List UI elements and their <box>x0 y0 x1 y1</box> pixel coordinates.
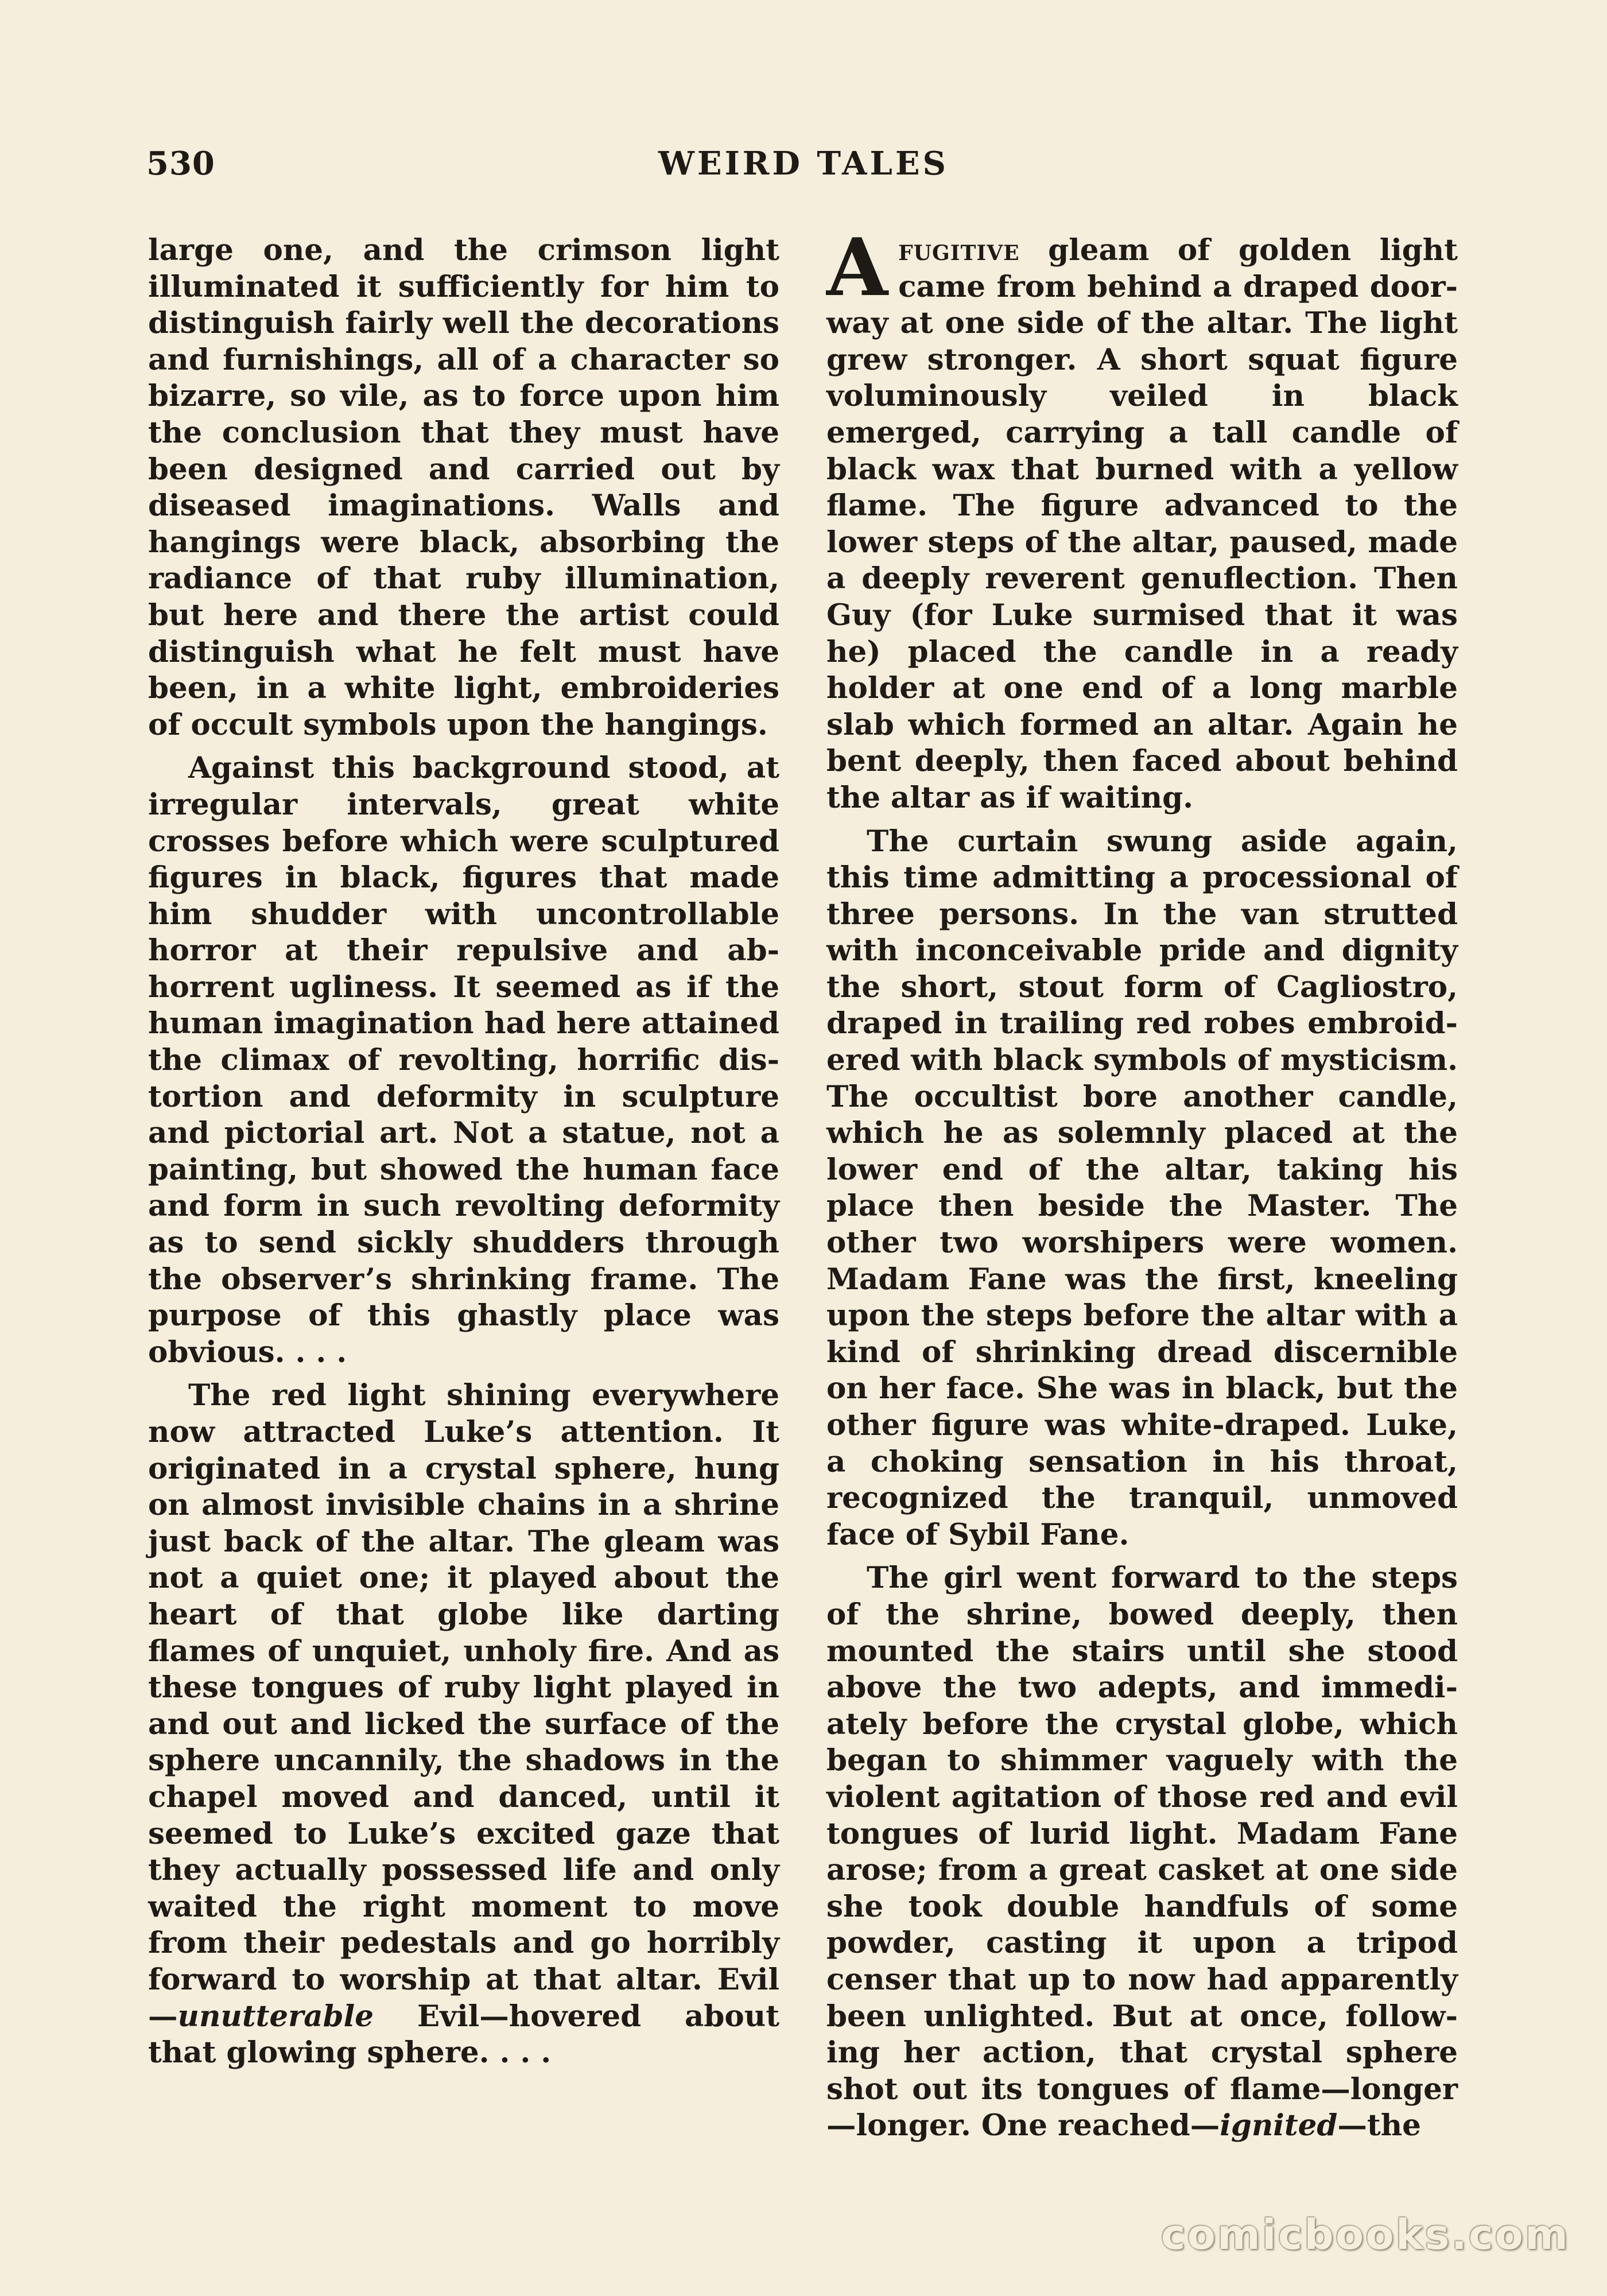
left-paragraph-2: Against this background stood, at irregular intervals, great white crosses before which were sculptured figures in black, figures that made him shudder with uncontrollable horror at their repulsive and abhorrent ugliness. It seemed as if the human imagination had here attained the climax of revolting, horrific distortion and deformity in sculpture and pictorial art. Not a statue, not a painting, but showed the human face and form in such revolting deformity as to send sickly shudders through the observer’s shrinking frame. The purpose of this ghastly place was obvious. . . . <box>148 751 779 1370</box>
left-paragraph-3-text: The red light shining everywhere now attracted Luke’s attention. It originated in a crystal sphere, hung on almost invisible chains in a shrine just back of the altar. The gleam was not a quiet one; it played about the heart of that globe like darting flames of unquiet, unholy fire. And as these tongues of ruby light played in and out and licked the surface of the sphere uncannily, the shadows in the chapel moved and danced, until it seemed to Luke’s excited gaze that they actually possessed life and only waited the right moment to move from their pedestals and go horribly forward to worship at that altar. Evil— <box>148 1378 779 2034</box>
running-head: WEIRD TALES <box>658 145 949 183</box>
left-column <box>148 232 779 2078</box>
left-paragraph-3-end: Evil—hovered about that glowing sphere. . . . <box>148 1999 779 2070</box>
watermark: comicbooks.com <box>1160 2210 1570 2259</box>
right-paragraph-3 <box>826 1560 1458 2144</box>
left-paragraph-1: large one, and the crimson light illuminated it sufficiently for him to distinguish fairly well the decorations and furnishings, all of a character so bizarre, so vile, as to force upon him the conclusion that they must have been designed and carried out by diseased imaginations. Walls and hangings were black, absorbing the radiance of that ruby illumination, but here and there the artist could distinguish what he felt must have been, in a white light, embroideries of occult symbols upon the hangings. <box>148 233 779 742</box>
drop-cap: A <box>826 220 888 314</box>
right-paragraph-1-text: gleam of golden light came from behind a draped doorway at one side of the altar. The light grew stronger. A short squat figure voluminously veiled in black emerged, carrying a tall candle of black wax that burned with a yellow flame. The figure advanced to the lower steps of the altar, paused, made a deeply reverent genuflection. Then Guy (for Luke surmised that it was he) placed the candle in a ready holder at one end of a long marble slab which formed an altar. Again he bent deeply, then faced about behind the altar as if waiting. <box>826 233 1458 815</box>
left-paragraph-3-italic: unutterable <box>177 1999 374 2034</box>
right-paragraph-1 <box>826 220 1458 817</box>
page-number: 530 <box>146 145 215 183</box>
left-paragraph-3 <box>148 1378 779 2071</box>
right-paragraph-3-text: The girl went forward to the steps of the shrine, bowed deeply, then mounted the stairs until she stood above the two adepts, and immediately before the crystal globe, which began to shimmer vaguely with the violent agitation of those red and evil tongues of lurid light. Madam Fane arose; from a great casket at one side she took double handfuls of some powder, casting it upon a tripod censer that up to now had apparently been unlighted. But at once, following her action, that crystal sphere shot out its tongues of flame—longer —longer. One reached— <box>826 1561 1458 2143</box>
right-paragraph-3-end: —the <box>1337 2108 1421 2143</box>
right-column <box>826 220 1458 2151</box>
right-paragraph-3-italic: ignited <box>1220 2108 1338 2143</box>
right-paragraph-2: The curtain swung aside again, this time admitting a processional of three persons. In the van strutted with inconceivable pride and dignity the short, stout form of Cagliostro, draped in trailing red robes embroidered with black symbols of mysticism. The occultist bore another candle, which he as solemnly placed at the lower end of the altar, taking his place then beside the Master. The other two worshipers were women. Madam Fane was the first, kneeling upon the steps before the altar with a kind of shrinking dread discernible on her face. She was in black, but the other figure was white-draped. Luke, a choking sensation in his throat, recognized the tranquil, unmoved face of Sybil Fane. <box>826 824 1458 1552</box>
small-caps-lead: fugitive <box>898 233 1020 267</box>
